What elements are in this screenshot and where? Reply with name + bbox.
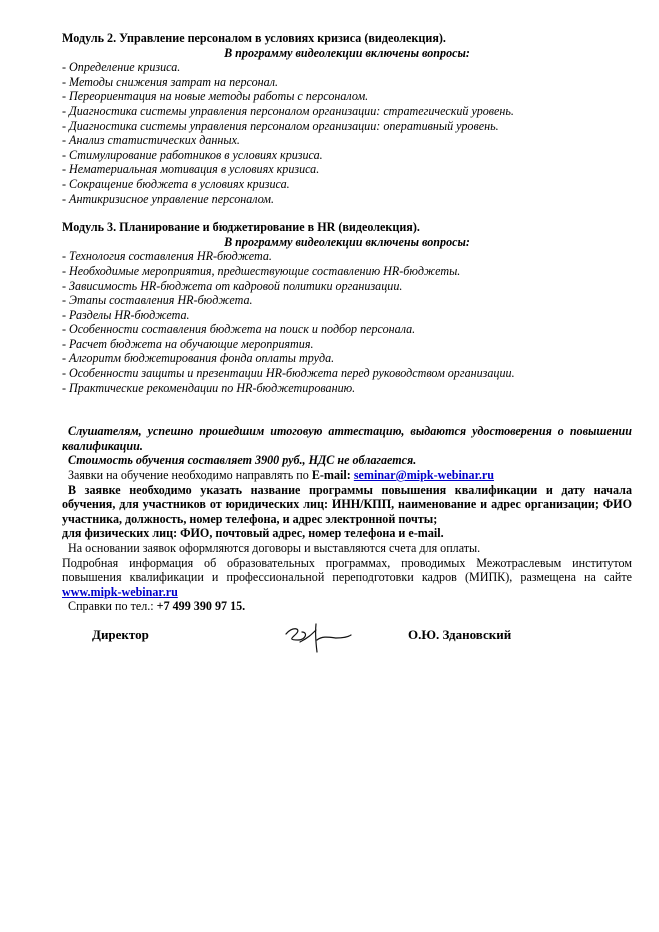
list-item: - Стимулирование работников в условиях кризиса. [62, 147, 323, 162]
module2-title: Модуль 2. Управление персоналом в условиях кризиса (видеолекция). [62, 31, 446, 45]
list-item: - Нематериальная мотивация в условиях кризиса. [62, 162, 320, 177]
document-page [62, 31, 632, 658]
signature-block [62, 618, 632, 658]
list-item: - Диагностика системы управления персоналом организации: оперативный уровень. [62, 118, 499, 133]
module3-title: Модуль 3. Планирование и бюджетирование в HR (видеолекция). [62, 220, 420, 235]
cost-note: Стоимость обучения составляет 3900 руб., НДС не облагается. [68, 453, 417, 468]
list-item: - Разделы HR-бюджета. [62, 307, 190, 322]
list-item: - Технология составления HR-бюджета. [62, 249, 272, 264]
site-link[interactable]: www.mipk-webinar.ru [62, 584, 178, 599]
request-legal: В заявке необходимо указать название программы повышения квалификации и дату начала обучения, для участников от юридических лиц: ИНН/КПП, наименование и адрес организации; ФИО участника, должность, номер телефона, и адрес электронной почты; [62, 482, 632, 526]
list-item: - Определение кризиса. [62, 60, 181, 75]
details-note [62, 556, 632, 600]
module3-list [62, 249, 632, 395]
handwritten-signature [282, 620, 352, 654]
list-item: - Зависимость HR-бюджета от кадровой политики организации. [62, 278, 403, 293]
list-item: - Особенности защиты и презентации HR-бюджета перед руководством организации. [62, 366, 515, 381]
list-item: - Переориентация на новые методы работы с персоналом. [62, 89, 369, 104]
email-label: E-mail: [311, 468, 351, 483]
list-item: - Практические рекомендации по HR-бюджетированию. [62, 380, 356, 395]
list-item: - Анализ статистических данных. [62, 133, 240, 148]
phone-prefix: Справки по тел.: [68, 599, 157, 614]
request-private: для физических лиц: ФИО, почтовый адрес, номер телефона и e-mail. [62, 526, 444, 541]
email-link[interactable]: seminar@mipk-webinar.ru [353, 468, 494, 483]
certificate-note: Слушателям, успешно прошедшим итоговую аттестацию, выдаются удостоверения о повышении квалификации. [62, 424, 632, 453]
list-item: - Необходимые мероприятия, предшествующие составлению HR-бюджеты. [62, 263, 461, 278]
contracts-note: На основании заявок оформляются договоры и выставляются счета для оплаты. [68, 541, 481, 555]
signatory-name: О.Ю. Здановский [408, 626, 512, 642]
module2-subtitle: В программу видеолекции включены вопросы: [224, 45, 470, 60]
list-item: - Расчет бюджета на обучающие мероприятия. [62, 336, 314, 351]
signatory-role: Директор [92, 626, 149, 642]
details-text: Подробная информация об образовательных программах, проводимых Межотраслевым институтом повышения квалификации и профессиональной переподготовки кадров (МИПК), размещена на сайте [62, 555, 632, 585]
phone-number: +7 499 390 97 15. [156, 599, 246, 614]
phone-line [62, 599, 632, 614]
list-item: - Этапы составления HR-бюджета. [62, 293, 253, 308]
list-item: - Методы снижения затрат на персонал. [62, 74, 279, 89]
list-item: - Сокращение бюджета в условиях кризиса. [62, 176, 290, 191]
list-item: - Диагностика системы управления персоналом организации: стратегический уровень. [62, 103, 514, 118]
list-item: - Алгоритм бюджетирования фонда оплаты труда. [62, 351, 335, 366]
list-item: - Антикризисное управление персоналом. [62, 191, 275, 206]
module3-subtitle: В программу видеолекции включены вопросы: [224, 234, 470, 249]
apply-line [62, 468, 632, 483]
apply-prefix: Заявки на обучение необходимо направлять по [68, 468, 312, 483]
module2-list [62, 60, 632, 206]
list-item: - Особенности составления бюджета на поиск и подбор персонала. [62, 322, 416, 337]
